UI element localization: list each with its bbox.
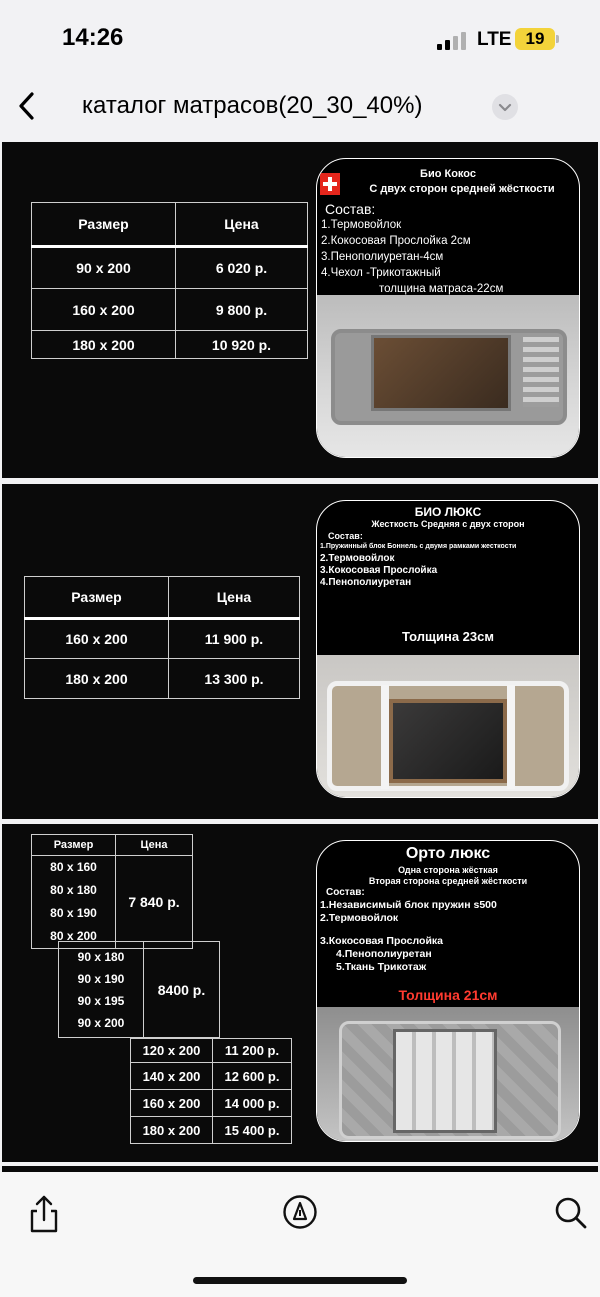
chevron-down-icon — [492, 94, 518, 120]
price-table-large — [130, 1038, 292, 1144]
table-cell: 13 300 р. — [169, 659, 300, 699]
mattress-photo — [317, 1007, 579, 1141]
mattress-photo — [317, 655, 579, 797]
catalog-page-1 — [2, 142, 598, 478]
list-item: 4.Пенополиуретан — [320, 577, 412, 588]
card-title: Орто люкс — [405, 845, 491, 862]
title-menu-button[interactable] — [492, 94, 518, 120]
markup-button[interactable] — [282, 1194, 318, 1230]
table-header: Цена — [169, 577, 300, 619]
product-card — [316, 158, 580, 458]
list-item: 90 x 200 — [77, 1015, 125, 1030]
table-header: Цена — [116, 835, 193, 856]
search-button[interactable] — [552, 1194, 590, 1232]
list-item: 80 x 200 — [50, 929, 97, 943]
card-subtitle: Одна сторона жёсткая — [398, 865, 498, 875]
table-cell: 11 200 р. — [213, 1039, 292, 1063]
list-item: 2.Термовойлок — [320, 553, 395, 564]
share-icon — [26, 1194, 62, 1234]
thickness-text: Толщина 21см — [398, 987, 498, 1003]
price-table-80 — [31, 834, 193, 949]
price-table — [24, 576, 300, 699]
table-cell: 160 x 200 — [32, 289, 176, 331]
composition-label: Состав: — [328, 531, 363, 541]
list-item: 80 x 160 — [50, 860, 97, 874]
list-item: 4.Пенополиуретан — [336, 948, 432, 960]
nav-bar — [0, 80, 600, 136]
network-type: LTE — [477, 29, 512, 50]
share-button[interactable] — [26, 1194, 62, 1234]
list-item: 3.Кокосовая Прослойка — [320, 935, 443, 947]
status-time: 14:26 — [62, 24, 124, 51]
list-item: 80 x 190 — [50, 906, 97, 920]
composition-label: Состав: — [326, 887, 365, 898]
home-indicator[interactable] — [193, 1277, 407, 1284]
battery-tip — [556, 35, 559, 43]
list-item: 1.Термовойлок — [321, 219, 402, 231]
list-item: 3.Пенополиуретан-4см — [321, 251, 444, 263]
table-cell: 14 000 р. — [213, 1090, 292, 1117]
price-cell: 7 840 р. — [116, 856, 193, 949]
back-button[interactable] — [8, 84, 48, 124]
size-list — [32, 856, 116, 949]
list-item: 2.Термовойлок — [320, 912, 399, 924]
table-cell: 180 x 200 — [25, 659, 169, 699]
mattress-photo — [317, 295, 579, 457]
list-item: 5.Ткань Трикотаж — [336, 961, 427, 973]
list-item: 80 x 180 — [50, 883, 97, 897]
table-cell: 10 920 р. — [176, 331, 308, 359]
table-cell: 15 400 р. — [213, 1117, 292, 1144]
table-cell: 12 600 р. — [213, 1063, 292, 1090]
table-cell: 6 020 р. — [176, 247, 308, 289]
list-item: 2.Кокосовая Прослойка 2см — [321, 235, 471, 247]
search-icon — [552, 1194, 590, 1232]
table-cell: 160 x 200 — [131, 1090, 213, 1117]
chevron-left-icon — [8, 84, 48, 124]
composition-list — [320, 541, 516, 589]
table-cell: 140 x 200 — [131, 1063, 213, 1090]
table-cell: 180 x 200 — [131, 1117, 213, 1144]
table-cell: 90 x 200 — [32, 247, 176, 289]
list-item: 90 x 190 — [77, 971, 125, 986]
thickness-text: Толщина 23см — [402, 629, 494, 644]
list-item: 90 x 195 — [77, 993, 125, 1008]
card-subtitle: Жесткость Средняя с двух сторон — [371, 519, 525, 529]
product-card — [316, 500, 580, 798]
page-title: каталог матрасов(20_30_40%) — [82, 92, 423, 119]
composition-list — [320, 899, 497, 974]
size-list — [59, 942, 144, 1038]
list-item: 1.Независимый блок пружин s500 — [320, 899, 497, 911]
table-cell: 180 x 200 — [32, 331, 176, 359]
price-table-90 — [58, 941, 220, 1038]
product-card — [316, 840, 580, 1142]
list-item: 3.Кокосовая Прослойка — [320, 565, 438, 576]
table-header: Цена — [176, 203, 308, 247]
markup-pen-icon — [282, 1194, 318, 1230]
card-title: Био Кокос — [420, 168, 476, 180]
list-item: 4.Чехол -Трикотажный — [321, 267, 441, 279]
card-subtitle: Вторая сторона средней жёсткости — [368, 876, 528, 886]
composition-list — [321, 217, 503, 297]
table-header: Размер — [32, 203, 176, 247]
card-subtitle: С двух сторон средней жёсткости — [369, 183, 555, 195]
price-cell: 8400 р. — [144, 942, 220, 1038]
catalog-page-2 — [2, 484, 598, 819]
table-header: Размер — [32, 835, 116, 856]
thickness-text: толщина матраса-22см — [379, 283, 504, 295]
catalog-page-3 — [2, 824, 598, 1162]
table-cell: 120 x 200 — [131, 1039, 213, 1063]
table-cell: 160 x 200 — [25, 619, 169, 659]
composition-label: Состав: — [325, 201, 376, 217]
price-table — [31, 202, 308, 359]
signal-icon — [437, 30, 469, 50]
status-bar — [0, 0, 600, 80]
battery-icon: 19 — [515, 28, 555, 50]
table-header: Размер — [25, 577, 169, 619]
card-title: БИО ЛЮКС — [414, 505, 482, 519]
table-cell: 11 900 р. — [169, 619, 300, 659]
table-cell: 9 800 р. — [176, 289, 308, 331]
list-item: 90 x 180 — [77, 949, 125, 964]
list-item: 1.Пружинный блок Боннель с двумя рамками жесткости — [320, 543, 517, 550]
